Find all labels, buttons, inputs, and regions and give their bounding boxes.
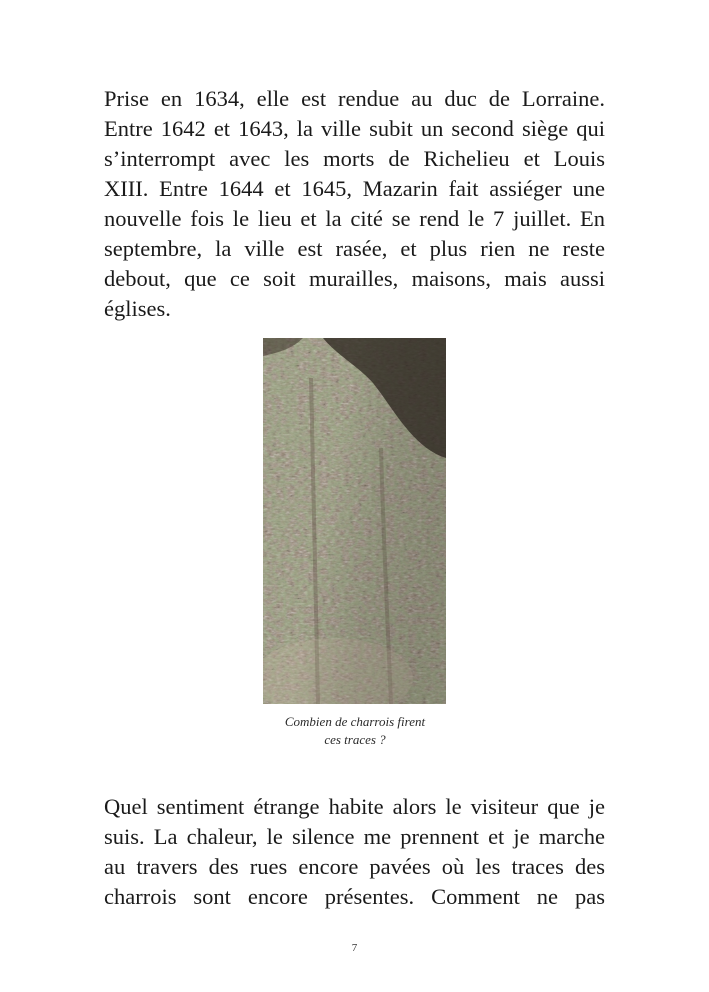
text-line: églises. [104, 296, 171, 321]
figure-caption-line: Combien de charrois firent [284, 714, 426, 729]
text-line: debout, que ce soit murailles, maisons, mais aussi [104, 266, 605, 291]
text-line: au travers des rues encore pavées où les traces des [104, 854, 605, 879]
text-line: XIII. Entre 1644 et 1645, Mazarin fait assiéger une [104, 176, 605, 201]
text-line: septembre, la ville est rasée, et plus rien ne reste [104, 236, 605, 261]
text-line: nouvelle fois le lieu et la cité se rend le 7 juillet. En [104, 206, 605, 231]
figure-caption-line: ces traces ? [324, 732, 386, 747]
cobblestone-photo [263, 338, 446, 704]
text-line: s’interrompt avec les morts de Richelieu et Louis [104, 146, 605, 171]
text-line: Quel sentiment étrange habite alors le visiteur que je [104, 794, 605, 819]
text-line: charrois sont encore présentes. Comment ne pas [104, 884, 605, 909]
text-line: Entre 1642 et 1643, la ville subit un second siège qui [104, 116, 605, 141]
page-number: 7 [351, 942, 358, 954]
text-line: suis. La chaleur, le silence me prennent et je marche [104, 824, 605, 849]
text-line: Prise en 1634, elle est rendue au duc de Lorraine. [104, 86, 605, 111]
